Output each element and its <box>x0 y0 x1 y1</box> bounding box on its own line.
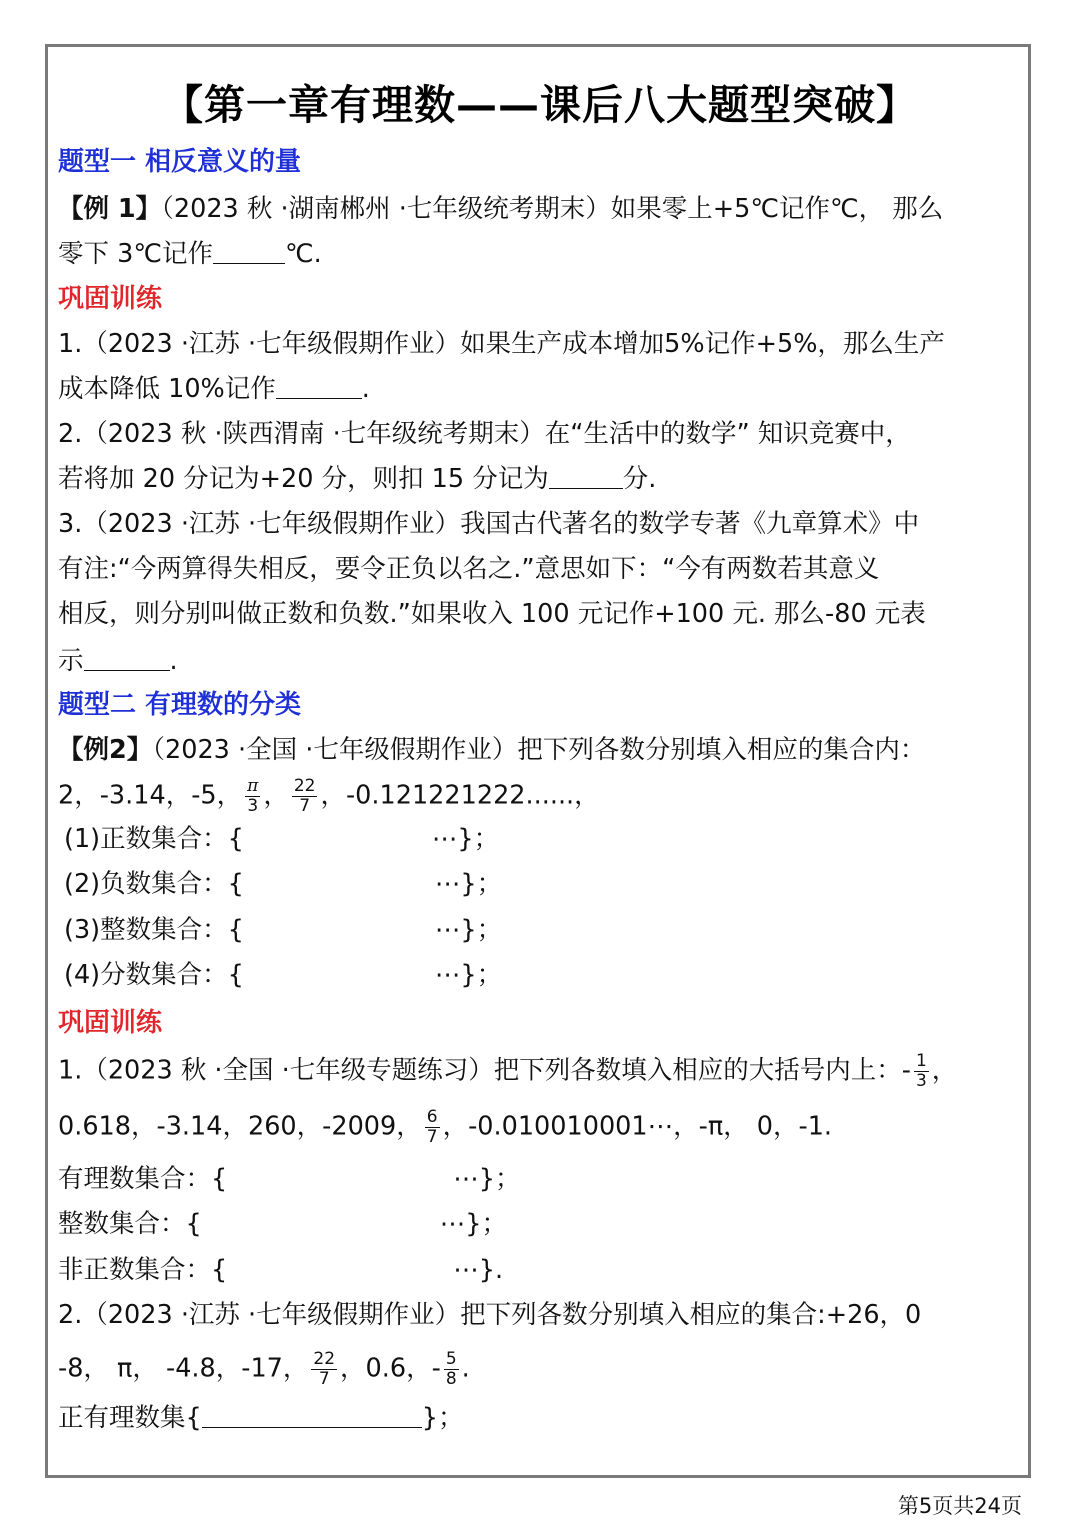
number-list: 0.618，-3.14，260，-2009， <box>58 1111 422 1142</box>
answer-blank[interactable] <box>549 464 623 489</box>
fraction-denominator: 3 <box>247 796 259 816</box>
example-1-tag: 【例 1】 <box>58 194 162 224</box>
set-end: ⋯}； <box>434 960 503 990</box>
fraction-denominator: 8 <box>445 1369 457 1389</box>
fraction-numerator: 1 <box>915 1051 927 1071</box>
section-heading-1 <box>58 145 301 179</box>
drill1-q1-text: 成本降低 10%记作 <box>58 374 276 404</box>
fraction-numerator: 6 <box>426 1107 438 1127</box>
example-2-tag: 【例2】 <box>58 735 153 765</box>
number-list: ，-0.121221222......， <box>320 780 600 811</box>
drill-heading-1 <box>58 282 162 316</box>
fraction-6-over-7 <box>425 1108 440 1147</box>
drill1-q2-line-1: 2.（2023 秋 ·陕西渭南 ·七年级统考期末）在“生活中的数学” 知识竞赛中， <box>58 419 911 449</box>
drill2-q1-text: 1.（2023 秋 ·全国 ·七年级专题练习）把下列各数填入相应的大括号内上：- <box>58 1055 911 1086</box>
set-end: ⋯}. <box>453 1255 504 1285</box>
drill2-q2-line-3 <box>58 1401 463 1435</box>
answer-blank[interactable] <box>84 646 170 671</box>
example-1-text-2: 零下 3℃记作 <box>58 239 213 269</box>
drill1-q1-line-1: 1.（2023 ·江苏 ·七年级假期作业）如果生产成本增加5%记作+5%，那么生产 <box>58 329 945 359</box>
section-heading-1-text: 题型一 相反意义的量 <box>58 147 302 177</box>
fraction-22-over-7 <box>292 777 318 816</box>
example-2-set-4 <box>64 958 502 992</box>
example-2-set-2 <box>64 867 502 901</box>
fraction-1-over-3 <box>914 1052 929 1091</box>
drill-heading-2-text: 巩固训练 <box>58 1008 163 1038</box>
drill1-q2-text: 若将加 20 分记为+20 分，则扣 15 分记为 <box>58 464 549 494</box>
fraction-22-over-7 <box>311 1350 337 1389</box>
drill2-q2-line-1: 2.（2023 ·江苏 ·七年级假期作业）把下列各数分别填入相应的集合:+26，0 <box>58 1300 922 1330</box>
drill1-q2-end: 分. <box>622 464 657 494</box>
set-label: (1)正数集合：{ <box>64 824 244 854</box>
example-2-set-1 <box>64 822 499 856</box>
drill1-q3-line-4 <box>58 644 178 678</box>
drill2-set-3 <box>58 1253 503 1287</box>
example-1-text: （2023 秋 ·湖南郴州 ·七年级统考期末）如果零上+5℃记作℃， 那么 <box>161 194 944 224</box>
set-end: ⋯}； <box>434 869 503 899</box>
fraction-numerator: 22 <box>293 776 316 796</box>
number-list: ，-0.010010001⋯，-π， 0，-1. <box>442 1111 833 1142</box>
set-label: 有理数集合：{ <box>58 1164 228 1194</box>
set-label: (3)整数集合：{ <box>64 915 244 945</box>
example-1-line-2 <box>58 237 322 271</box>
separator: ， <box>931 1055 958 1086</box>
set-label: (4)分数集合：{ <box>64 960 244 990</box>
drill1-q1-end: . <box>361 374 370 404</box>
fraction-denominator: 7 <box>426 1127 438 1147</box>
example-1-unit: ℃. <box>284 239 322 269</box>
example-1-line-1 <box>58 192 943 226</box>
drill2-set-2 <box>58 1207 507 1241</box>
page-title: 【第一章有理数——课后八大题型突破】 <box>162 81 918 129</box>
number-list: ，0.6，- <box>340 1353 441 1384</box>
separator: . <box>461 1353 470 1384</box>
fraction-denominator: 7 <box>318 1369 330 1389</box>
fraction-numerator: π <box>247 776 259 796</box>
drill1-q3-end: . <box>169 646 178 676</box>
set-end: }； <box>421 1403 464 1433</box>
drill2-q2-line-2 <box>58 1350 470 1389</box>
set-label: (2)负数集合：{ <box>64 869 244 899</box>
drill2-q1-line-2 <box>58 1108 832 1147</box>
answer-blank[interactable] <box>213 239 285 264</box>
drill1-q2-line-2 <box>58 462 656 496</box>
example-2-numbers <box>58 777 600 816</box>
example-2-line-1 <box>58 733 925 767</box>
example-2-set-3 <box>64 913 502 947</box>
set-end: ⋯}； <box>434 915 503 945</box>
set-end: ⋯}； <box>453 1164 521 1194</box>
drill-heading-1-text: 巩固训练 <box>58 284 163 314</box>
drill-heading-2 <box>58 1006 162 1040</box>
separator: ， <box>263 780 289 811</box>
drill1-q3-text: 示 <box>58 646 84 676</box>
drill1-q3-line-2: 有注:“今两算得失相反，要令正负以名之.”意思如下：“今有两数若其意义 <box>58 554 880 584</box>
number-list: -8， π， -4.8，-17， <box>58 1353 309 1384</box>
fraction-numerator: 5 <box>445 1349 457 1369</box>
drill2-set-1 <box>58 1162 520 1196</box>
fraction-denominator: 3 <box>915 1071 927 1091</box>
fraction-5-over-8 <box>444 1350 459 1389</box>
section-heading-2 <box>58 688 301 722</box>
set-end: ⋯}； <box>431 824 500 854</box>
number-list: 2，-3.14，-5， <box>58 780 243 811</box>
answer-blank[interactable] <box>276 374 362 399</box>
set-label: 整数集合：{ <box>58 1209 202 1239</box>
drill1-q3-line-1: 3.（2023 ·江苏 ·七年级假期作业）我国古代著名的数学专著《九章算术》中 <box>58 509 920 539</box>
section-heading-2-text: 题型二 有理数的分类 <box>58 690 302 720</box>
set-end: ⋯}； <box>439 1209 507 1239</box>
drill1-q1-line-2 <box>58 372 370 406</box>
answer-blank[interactable] <box>202 1403 422 1428</box>
drill1-q3-line-3: 相反，则分别叫做正数和负数.”如果收入 100 元记作+100 元. 那么-80 元表 <box>58 599 926 629</box>
fraction-denominator: 7 <box>299 796 311 816</box>
fraction-pi-over-3 <box>245 777 260 816</box>
example-2-text: （2023 ·全国 ·七年级假期作业）把下列各数分别填入相应的集合内： <box>152 735 926 765</box>
page-number: 第5页共24页 <box>897 1494 1022 1518</box>
set-label: 非正数集合：{ <box>58 1255 228 1285</box>
set-label: 正有理数集{ <box>58 1403 202 1433</box>
fraction-numerator: 22 <box>313 1349 336 1369</box>
drill2-q1-line-1 <box>58 1052 957 1091</box>
